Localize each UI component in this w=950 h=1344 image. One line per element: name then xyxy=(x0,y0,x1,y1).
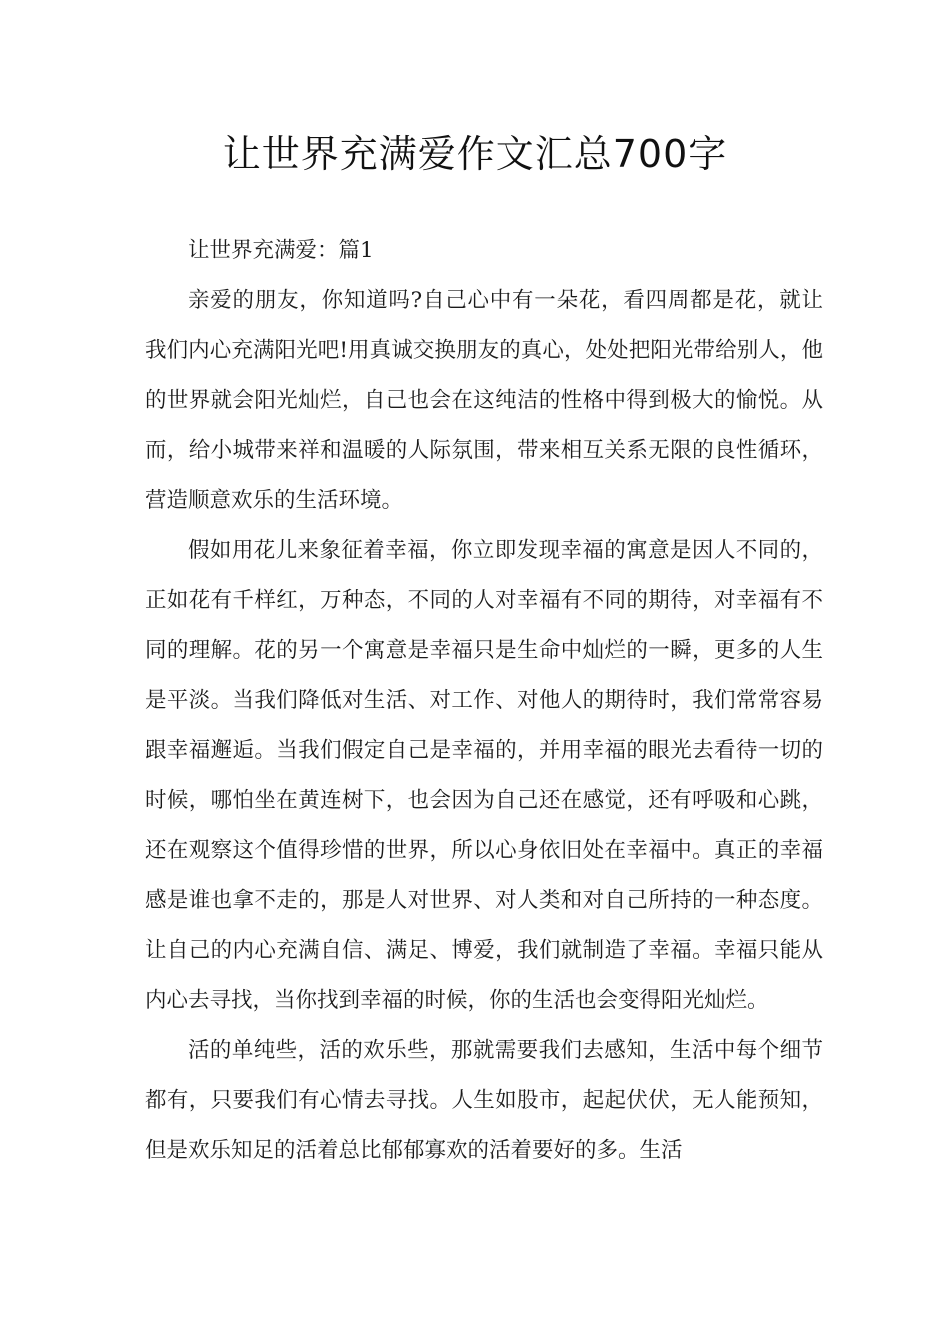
paragraph-1: 亲爱的朋友，你知道吗?自己心中有一朵花，看四周都是花，就让我们内心充满阳光吧!用真诚交换朋友的真心，处处把阳光带给别人，他的世界就会阳光灿烂，自己也会在这纯洁的性格中得到极大的愉悦。从而，给小城带来祥和温暖的人际氛围，带来相互关系无限的良性循环，营造顺意欢乐的生活环境。 xyxy=(145,288,823,513)
document-title: 让世界充满爱作文汇总700字 xyxy=(222,132,728,176)
paragraph-2: 假如用花儿来象征着幸福，你立即发现幸福的寓意是因人不同的，正如花有千样红，万种态，不同的人对幸福有不同的期待，对幸福有不同的理解。花的另一个寓意是幸福只是生命中灿烂的一瞬，更多的人生是平淡。当我们降低对生活、对工作、对他人的期待时，我们常常容易跟幸福邂逅。当我们假定自己是幸福的，并用幸福的眼光去看待一切的时候，哪怕坐在黄连树下，也会因为自己还在感觉，还有呼吸和心跳，还在观察这个值得珍惜的世界，所以心身依旧处在幸福中。真正的幸福感是谁也拿不走的，那是人对世界、对人类和对自己所持的一种态度。让自己的内心充满自信、满足、博爱，我们就制造了幸福。幸福只能从内心去寻找，当你找到幸福的时候，你的生活也会变得阳光灿烂。 xyxy=(145,538,823,1013)
section-heading: 让世界充满爱：篇1 xyxy=(188,238,374,263)
document-body xyxy=(145,226,823,1176)
paragraph-3: 活的单纯些，活的欢乐些，那就需要我们去感知，生活中每个细节都有，只要我们有心情去寻找。人生如股市，起起伏伏，无人能预知，但是欢乐知足的活着总比郁郁寡欢的活着要好的多。生活 xyxy=(145,1038,823,1163)
